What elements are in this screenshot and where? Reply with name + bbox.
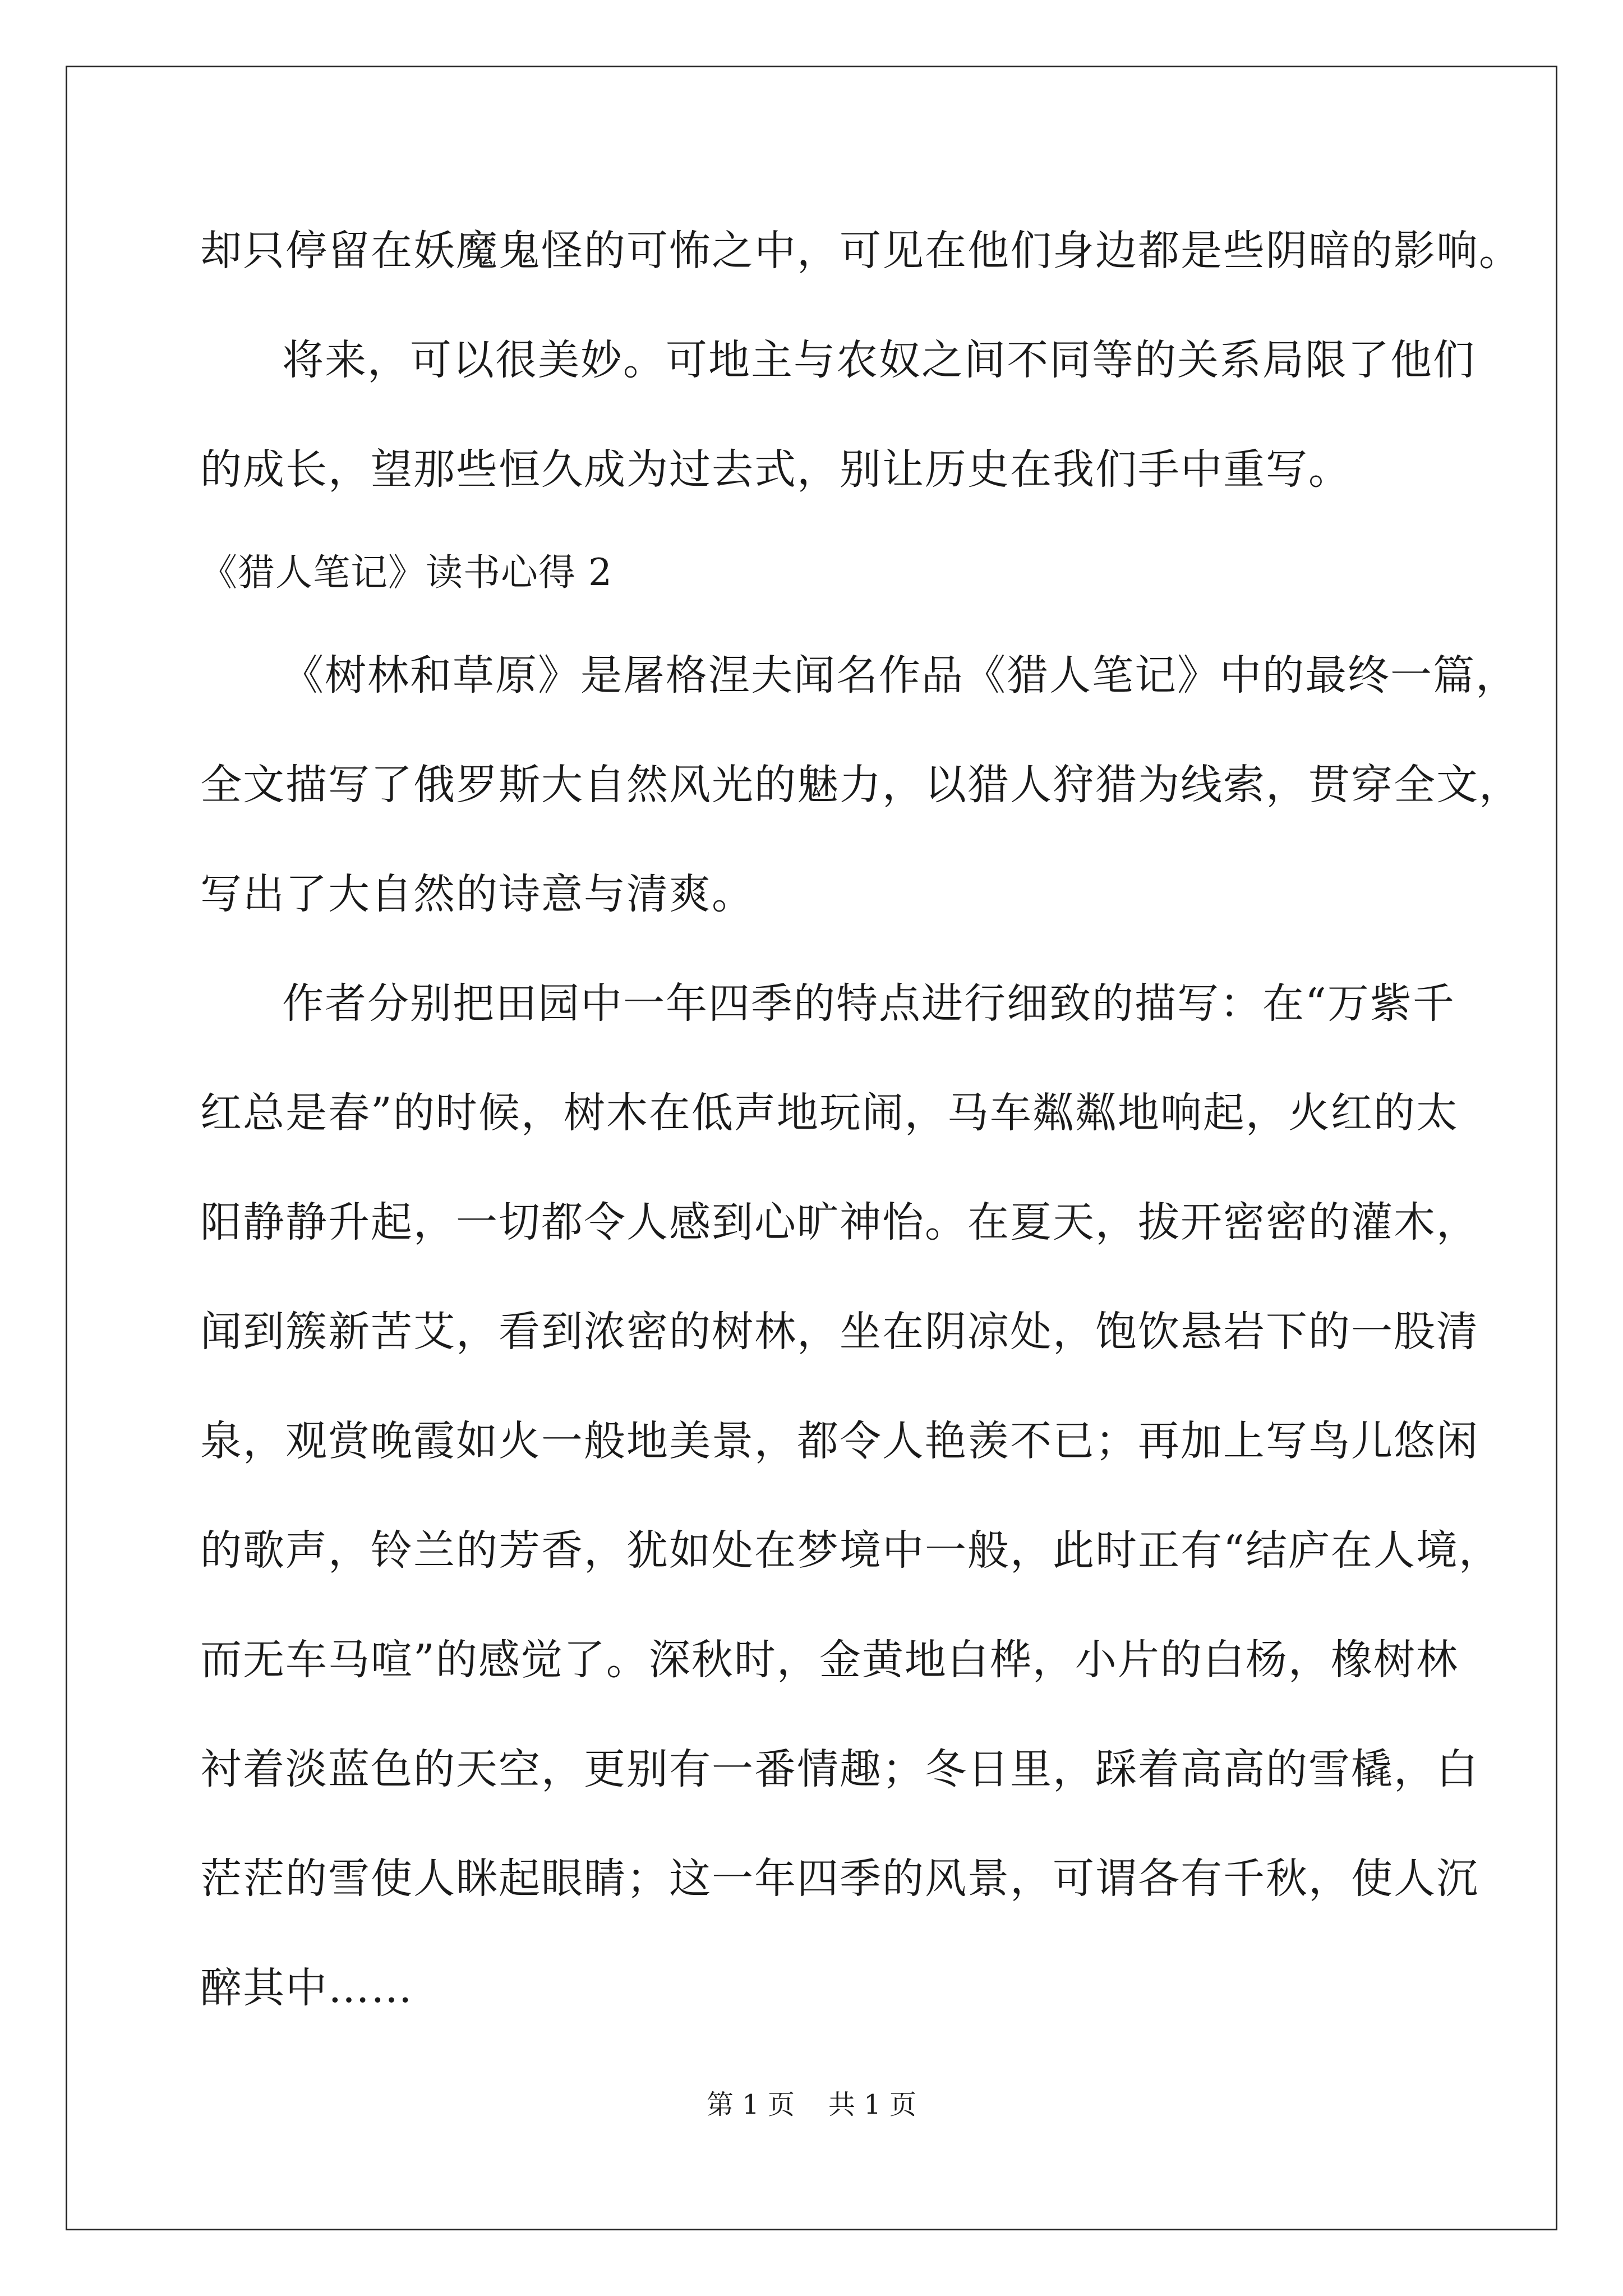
page-number: 第 1 页 <box>706 2089 795 2120</box>
paragraph-line: 泉，观赏晚霞如火一般地美景，都令人艳羡不已；再加上写鸟儿悠闲 <box>200 1417 1479 1465</box>
paragraph-line: 衬着淡蓝色的天空，更别有一番情趣；冬日里，踩着高高的雪橇，白 <box>200 1745 1479 1793</box>
paragraph-line: 的成长，望那些恒久成为过去式，别让历史在我们手中重写。 <box>200 445 1351 494</box>
paragraph-line: 全文描写了俄罗斯大自然风光的魅力，以猎人狩猎为线索，贯穿全文， <box>200 761 1521 809</box>
page-footer <box>0 2088 1623 2122</box>
paragraph-line: 茫茫的雪使人眯起眼睛；这一年四季的风景，可谓各有千秋，使人沉 <box>200 1855 1479 1903</box>
paragraph-line: 将来，可以很美妙。可地主与农奴之间不同等的关系局限了他们 <box>282 336 1476 384</box>
paragraph-line: 《树林和草原》是屠格涅夫闻名作品《猎人笔记》中的最终一篇， <box>282 651 1518 700</box>
paragraph-line: 作者分别把田园中一年四季的特点进行细致的描写：在“万紫千 <box>282 979 1455 1028</box>
page-total: 共 1 页 <box>828 2089 917 2120</box>
paragraph-line: 写出了大自然的诗意与清爽。 <box>200 870 754 918</box>
document-body <box>200 196 1521 2043</box>
paragraph-line: 红总是春”的时候，树木在低声地玩闹，马车粼粼地响起，火红的太 <box>200 1089 1459 1137</box>
paragraph-line: 醉其中…… <box>200 1964 413 2012</box>
paragraph-line: 阳静静升起，一切都令人感到心旷神怡。在夏天，拔开密密的灌木， <box>200 1198 1479 1246</box>
paragraph-line: 闻到簇新苦艾，看到浓密的树林，坐在阴凉处，饱饮悬岩下的一股清 <box>200 1308 1479 1356</box>
paragraph-line: 的歌声，铃兰的芳香，犹如处在梦境中一般，此时正有“结庐在人境， <box>200 1526 1501 1575</box>
paragraph-line: 却只停留在妖魔鬼怪的可怖之中，可见在他们身边都是些阴暗的影响。 <box>200 227 1521 275</box>
paragraph-line: 而无车马喧”的感觉了。深秋时，金黄地白桦，小片的白杨，橡树林 <box>200 1636 1459 1684</box>
section-heading: 《猎人笔记》读书心得 2 <box>200 551 612 594</box>
